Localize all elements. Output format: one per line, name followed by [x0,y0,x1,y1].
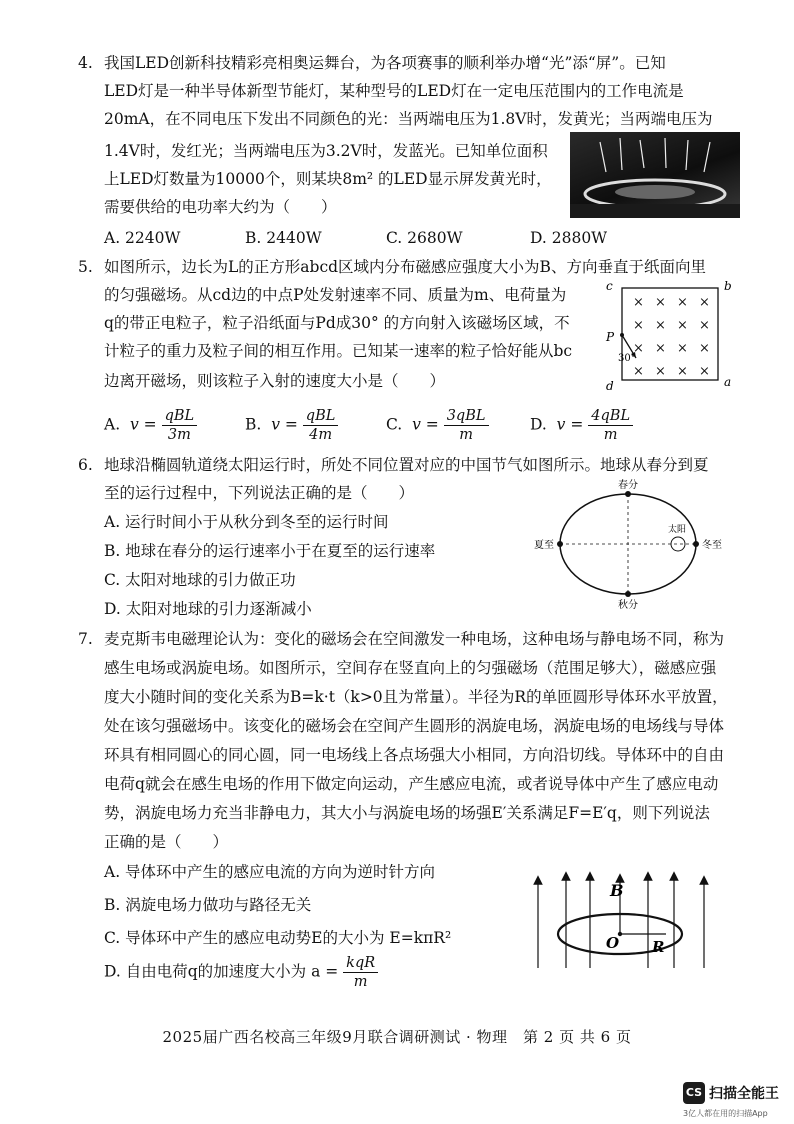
field-cross: × [633,295,644,310]
orbit-figure [528,478,740,610]
field-cross: × [677,341,688,356]
corner-a-label: a [724,375,732,389]
q7-line-1: 麦克斯韦电磁理论认为：变化的磁场会在空间激发一种电场，这种电场与静电场不同，称为 [104,630,725,648]
point-p-label: P [606,330,615,344]
q6-option-a: A. 运行时间小于从秋分到冬至的运行时间 [104,513,389,531]
field-cross: × [677,295,688,310]
q6-line-1: 地球沿椭圆轨道绕太阳运行时，所处不同位置对应的中国节气如图所示。地球从春分到夏 [104,456,709,474]
q7-line-8: 正确的是（ ） [104,833,229,851]
q5-line-4: 计粒子的重力及粒子间的相互作用。已知某一速率的粒子恰好能从bc [104,342,573,360]
angle-label: 30° [618,353,636,364]
q7-line-7: 势，涡旋电场力充当非静电力，其大小与涡旋电场的场强E′关系满足F=E′q，则下列说法 [104,804,710,822]
summer-solstice-label: 夏至 [534,540,554,551]
q4-option-b: B. 2440W [245,229,322,247]
q4-line-5: 上LED灯数量为10000个，则某块8m² 的LED显示屏发黄光时， [104,170,552,188]
field-cross: × [677,318,688,333]
q5-line-1: 如图所示，边长为L的正方形abcd区域内分布磁感应强度大小为B、方向垂直于纸面向里 [104,258,706,276]
q4-number: 4. [78,54,93,72]
q7-line-4: 处在该匀强磁场中。该变化的磁场会在空间产生圆形的涡旋电场，涡旋电场的电场线与导体 [104,717,725,735]
page-footer: 2025届广西名校高三年级9月联合调研测试 · 物理 第 2 页 共 6 页 [162,1028,632,1046]
q4-line-1: 我国LED创新科技精彩亮相奥运舞台，为各项赛事的顺利举办增“光”添“屏”。已知 [104,54,666,72]
field-cross: × [655,364,666,379]
q7-option-d: D. 自由电荷q的加速度大小为 a = $\frac{\text{kqR}}{m}$ [104,954,378,991]
q7-number: 7. [78,630,93,648]
q6-number: 6. [78,456,93,474]
q6-option-b: B. 地球在春分的运行速率小于在夏至的运行速率 [104,542,436,560]
b-label: B [610,881,624,900]
q6-line-2: 至的运行过程中，下列说法正确的是（ ） [104,484,415,502]
field-cross: × [699,295,710,310]
q7-line-2: 感生电场或涡旋电场。如图所示，空间存在竖直向上的匀强磁场（范围足够大），磁感应强 [104,659,717,677]
o-label: O [606,934,620,952]
corner-c-label: c [606,279,613,293]
q4-line-4: 1.4V时，发红光；当两端电压为3.2V时，发蓝光。已知单位面积 [104,142,548,160]
q5-option-b: B. v = $\frac{\text{qBL}}{4m}$ [245,407,338,444]
field-cross: × [633,341,644,356]
q4-option-d: D. 2880W [530,229,608,247]
q4-option-c: C. 2680W [386,229,463,247]
winter-solstice-label: 冬至 [702,540,722,551]
field-cross: × [677,364,688,379]
r-label: R [652,938,665,956]
q5-number: 5. [78,258,93,276]
magnetic-square-figure [600,278,740,396]
q5-option-d: D. v = $\frac{\text{4qBL}}{m}$ [530,407,633,444]
spring-equinox-label: 春分 [618,480,638,491]
q7-option-c: C. 导体环中产生的感应电动势E的大小为 E=kπR² [104,929,452,947]
field-cross: × [633,364,644,379]
q7-option-b: B. 涡旋电场力做功与路径无关 [104,896,312,914]
q4-line-2: LED灯是一种半导体新型节能灯，某种型号的LED灯在一定电压范围内的工作电流是 [104,82,684,100]
corner-b-label: b [724,279,732,293]
q5-option-c: C. v = $\frac{\text{3qBL}}{m}$ [386,407,489,444]
field-cross: × [699,318,710,333]
ring-field-figure [528,868,740,972]
field-cross: × [699,341,710,356]
brand-slogan: 3亿人都在用的扫描App [683,1109,768,1118]
q7-line-6: 电荷q就会在感生电场的作用下做定向运动，产生感应电流，或者说导体中产生了感应电动 [104,775,719,793]
q5-line-3: q的带正电粒子，粒子沿纸面与Pd成30° 的方向射入该磁场区域，不 [104,314,570,332]
field-cross: × [655,318,666,333]
field-cross: × [699,364,710,379]
q5-line-2: 的匀强磁场。从cd边的中点P处发射速率不同、质量为m、电荷量为 [104,286,567,304]
q7-line-5: 环具有相同圆心的同心圆，同一电场线上各点场强大小相同，方向沿切线。导体环中的自由 [104,746,725,764]
scanner-watermark [683,1082,779,1118]
corner-d-label: d [606,379,614,393]
q6-option-d: D. 太阳对地球的引力逐渐减小 [104,600,312,618]
olympic-stage-photo [570,132,740,218]
brand-name: 扫描全能王 [709,1086,779,1102]
sun-label: 太阳 [668,525,687,535]
q7-line-3: 度大小随时间的变化关系为B=k·t（k>0且为常量）。半径为R的单匝圆形导体环水平放置， [104,688,728,706]
cs-logo-icon: CS [683,1082,705,1104]
q5-option-a: A. v = $\frac{\text{qBL}}{3m}$ [104,407,197,444]
autumn-equinox-label: 秋分 [618,600,638,610]
q4-line-3: 20mA，在不同电压下发出不同颜色的光：当两端电压为1.8V时，发黄光；当两端电压为 [104,110,713,128]
q4-option-a: A. 2240W [104,229,181,247]
q6-option-c: C. 太阳对地球的引力做正功 [104,571,296,589]
q5-line-5: 边离开磁场，则该粒子入射的速度大小是（ ） [104,372,446,390]
q4-line-6: 需要供给的电功率大约为（ ） [104,198,337,216]
field-cross: × [655,295,666,310]
field-cross: × [655,341,666,356]
q7-option-a: A. 导体环中产生的感应电流的方向为逆时针方向 [104,863,436,881]
field-cross: × [633,318,644,333]
